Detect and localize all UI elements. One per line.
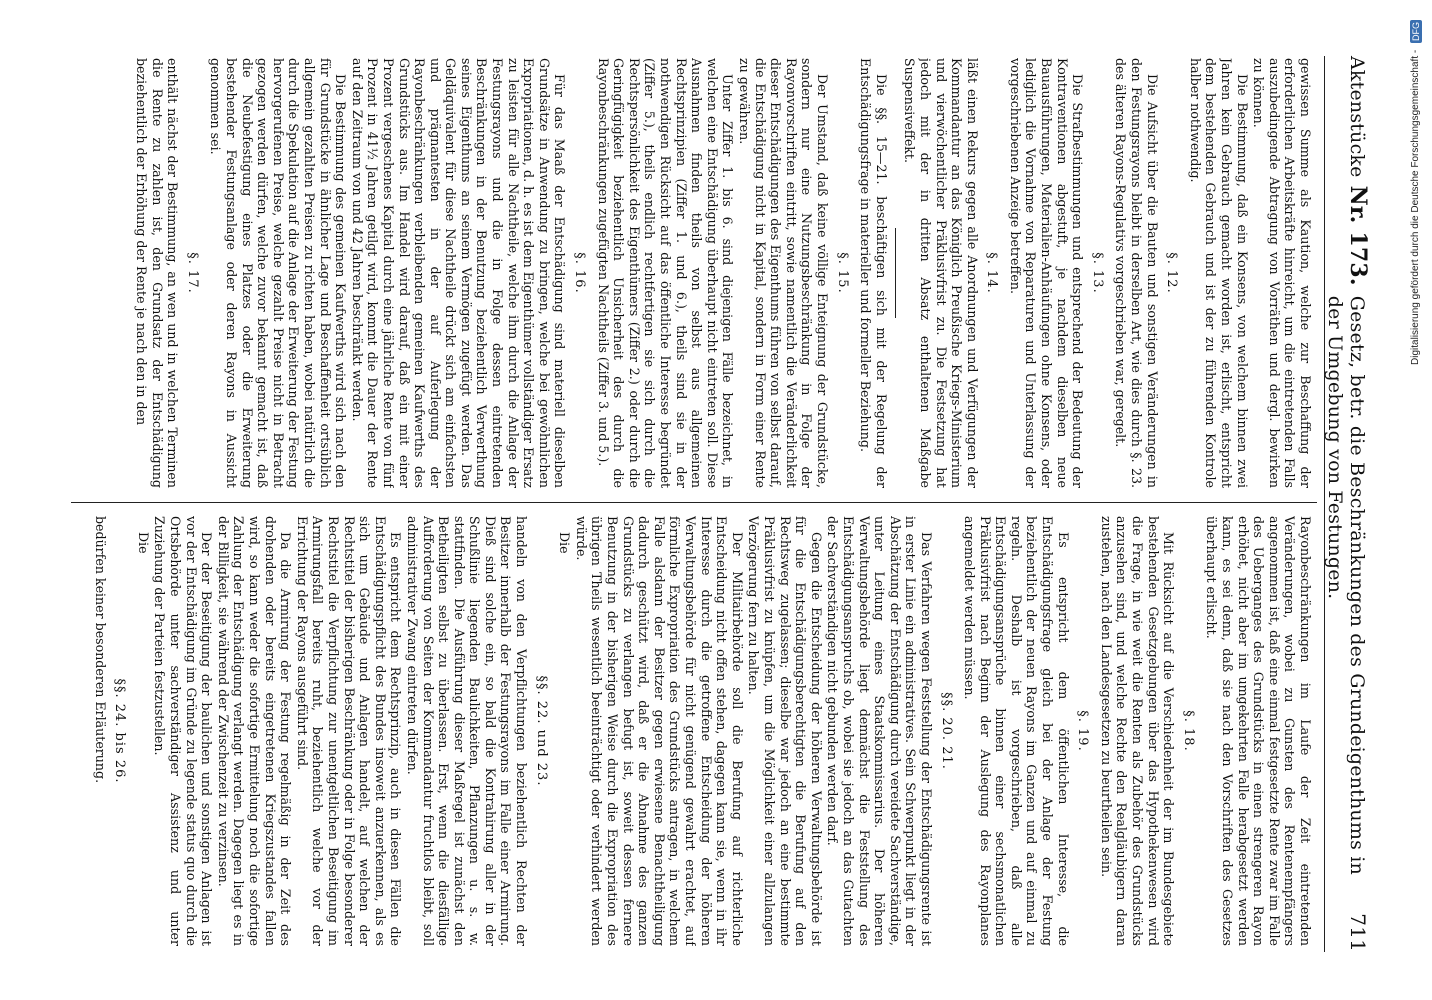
section-divider [895,228,896,318]
paragraph: Die Strafbestimmungen und entsprechend der Bedeutung der Kontraventionen abgestuft, je nachdem dieselben neue Bauausführungen, Materialien-Anhäufungen ohne Konsens, oder lediglich die Vornahme von Reparaturen und Unterlassung der vorgeschriebenen Anzeige betreffen. [1007,58,1086,488]
document-number: Nr. 173. [1345,185,1371,286]
section-heading: §. 14. [984,252,1000,294]
header-rule [1324,56,1325,952]
section-heading: §. 16. [572,252,588,294]
section-heading: §. 13. [1089,252,1105,294]
digitization-note: Digitalisierung gefördert durch die Deutsche Forschungsgemeinschaft - [1410,49,1421,365]
section-heading: §§. 22. und 23. [533,675,549,787]
paragraph: Der Militairbehörde soll die Berufung auf richterliche Entscheidung nicht offen stehen, dagegen kann sie, wenn in ihr Interesse durch die getroffene Entscheidung der höheren Verwaltungsbehörde für nicht genügend gewahrt erachtet, auf förmliche Expropriation des Grundstücks antragen, in welchem Falle alsdann der Besitzer gegen erwiesene Benachtheiligung dadurch geschützt wird, daß er die Abnahme des ganzen Grundstücks zu verlangen befugt ist, soweit dessen fernere Benutzung in der bisherigen Weise durch die Expropriation des übrigen Theils wesentlich beeinträchtigt oder verhindert werden würde. [573,516,745,946]
paragraph: Mit Rücksicht auf die Verschiedenheit der im Bundesgebiete bestehenden Gesetzgebungen über das Hypothekenwesen wird die Frage, in wie weit die Renten als Zubehör des Grundstücks anzusehen sind, und welche Rechte den Realgläubigern daran zustehen, nach den Landesgesetzen zu beurtheilen sein. [1098,516,1177,946]
left-column [61,58,1313,488]
header-prefix: Aktenstücke [1346,56,1368,178]
page-header [1324,56,1371,952]
paragraph: Der Umstand, daß keine völlige Enteignung der Grundstücke, sondern nur eine Nutzungsbeschränkung in Folge der Rayonvorschriften eintritt, sowie namentlich die Veränderlichkeit dieser Entschädigungen des Eigenthums führen von selbst darauf, die Entschädigung nicht in Kapital, sondern in Form einer Rente zu gewähren. [737,58,830,488]
section-heading: §. 18. [1180,710,1196,752]
paragraph: Die Bestimmung, daß ein Konsens, von welchem binnen zwei Jahren kein Gebrauch gemacht worden ist, erlischt, entspricht dem bestehenden Gebrauch und ist der zu führenden Kontrole halber nothwendig. [1187,58,1250,488]
paragraph: Da die Armirung der Festung regelmäßig in der Zeit des drohenden oder bereits eingetretenen Kriegszustandes fallen wird, so kann weder die sofortige Ermittelung noch die sofortige Zahlung der Entschädigung verlangt werden. Dagegen liegt es in der Billigkeit, sie während der Zwischenzeit zu verzinsen. [215,516,294,946]
paragraph: Die [557,532,573,554]
digitization-credit [1410,20,1422,365]
page-title: Gesetz, betr. die Beschränkungen des Grundeigenthums in der Umgebung von Festungen. [1324,295,1368,875]
page-number: 711 [1346,913,1370,952]
section-heading: §. 17. [184,252,200,294]
paragraph: Der der Beseitigung der baulichen und sonstigen Anlagen ist vor der Entschädigung im Gründe zu legende status quo durch die Ortsbehörde unter sachverständiger Assistenz und unter Zuziehung der Parteien festzustellen. [152,516,215,946]
paragraph: Für das Maaß der Entschädigung sind materiell dieselben Grundsätze in Anwendung zu bringen, welche bei gewöhnlichen Expropriationen, d. h. es ist dem Eigenthümer vollständiger Ersatz zu leisten für alle Nachtheile, welche ihm durch die Anlage der Festungsrayons und die in Folge dessen eintretenden Beschränkungen in der Benutzung beziehentlich Verwerthung seines Eigenthums an seinem Vermögen zugefügt werden. Das Geldäquivalent für diese Nachtheile drückt sich am einfachsten und prägnantesten in der auf Auferlegung der Rayonbeschränkungen verbleibenden gemeinen Kaufwerths des Grundstücks aus. Im Handel wird darauf, daß ein mit einer Prozent vergeschenes Kapital durch eine jährliche Rente von fünf Prozent in 41½ Jahren getilgt wird, kommt die Dauer der Rente auf den Zeitraum von und 42 Jahren beschränkt werden. [349,58,568,488]
column-divider [71,502,1317,503]
paragraph: gewissen Summe als Kaution, welche zur Beschaffung der erforderlichen Arbeitskräfte hinreicht, um die eintretenden Falls auszubedingende Abtragung von Vorräthen und dergl. bewirken zu können. [1251,58,1313,488]
paragraph: Die [135,532,151,554]
section-heading: §. 15. [834,252,850,294]
section-heading: §§. 20. 21. [938,692,954,770]
paragraph: Es entspricht dem öffentlichen Interesse, die Entschädigungsfrage gleich bei der Anlage der Festung beziehentlich der neuen Rayons im Ganzen und auf einmal zu regeln. Deshalb ist vorgeschrieben, daß alle Entschädigungsansprüche binnen einer sechsmonatlichen Präklusivfrist nach Beginn der Auslegung des Rayonplanes angemeldet werden müssen. [962,516,1071,946]
section-heading: §. 19. [1075,710,1091,752]
section-heading: §. 12. [1164,252,1180,294]
paragraph: bedürfen keiner besonderen Erläuterung. [92,516,108,784]
paragraph: Rayonbeschränkungen im Laufe der Zeit eintretenden Veränderungen, wobei zu Gunsten des Rentenempfängers angenommen ist, daß eine einmal festgesetzte Rente zwar im Falle des Ueberganges des Grundstücks in einen strengeren Rayon erhöhet, nicht aber im umgekehrten Falle herabgesetzt werden kann, es sei denn, daß sie nach den Vorschriften des Gesetzes überhaupt erlischt. [1204,516,1313,946]
section-heading: §§. 24. bis 26. [112,678,128,784]
paragraph: Die §§. 15—21. beschäftigen sich mit der Regelung der Entschädigungsfrage in materieller und formeller Beziehung. [858,58,889,488]
paragraph: enthält nächst der Bestimmung, an wen und in welchen Terminen die Rente zu zahlen ist, den Grundsatz der Entschädigung beziehentlich der Erhöhung der Rente je nach den in den [134,58,181,488]
dfg-logo: DFG [1411,22,1421,41]
paragraph: handeln von den Verpflichtungen beziehentlich Rechten der Besitzer innerhalb der Festungsrayons im Falle einer Armirung. Dieß sind solche ein, so bald die Kontrahirung aller in der Schußlinie liegenden Baulichkeiten, Pflanzungen u. s. w. stattfinden. Die Ausführung dieser Maßregel ist zunächst den Betheiligten selbst zu überlassen. Erst, wenn die diesfällige Aufforderung von Seiten der Kommandantur fruchtlos bleibt, soll administrativer Zwang eintreten dürfen. [404,516,530,946]
right-column [61,516,1313,946]
paragraph: Die Bestimmung des gemeinen Kaufwerths wird sich nach den für Grundstücke in ähnlicher Lage und Beschaffenheit ortsüblich allgemein gezahlten Preisen zu richten haben, wobei natürlich die durch die Spekulation auf die Anlage der Erweiterung der Festung hervorgerufenen Preise, welche gezahlt Preise nicht in Betracht gezogen werden dürfen, welche zuvor bekannt gemacht ist, daß die Neubefestigung eines Platzes oder die Erweiterung bestehender Festungsanlage oder deren Rayons in Aussicht genommen sei. [208,58,349,488]
paragraph: Unter Ziffer 1. bis 6. sind diejenigen Fälle bezeichnet, in welchen eine Entschädigung überhaupt nicht eintreten soll. Diese Ausnahmen finden theils von selbst aus allgemeinen Rechtsprinzipien (Ziffer 1. und 6.), theils sind sie in der nothwendigen Rücksicht auf das öffentliche Interesse begründet (Ziffer 5.), theils endlich rechtfertigen sie sich durch die Rechtspersönlichkeit des Eigenthümers (Ziffer 2.) oder durch die Geringfügigkeit beziehentlich Unsicherheit des durch die Rayonbeschränkungen zugefügten Nachtheils (Ziffer 3. und 5.). [595,58,736,488]
paragraph: Die Aufsicht über die Bauten und sonstigen Veränderungen in den Festungsrayons bleibt in derselben Art, wie dies durch §. 23. des älteren Rayons-Regulativs vorgeschrieben war, geregelt. [1113,58,1160,488]
paragraph: Das Verfahren wegen Feststellung der Entschädigungsrente ist in erster Linie ein administratives. Sein Schwerpunkt liegt in der Abschätzung der Entschädigung durch vereidete Sachverständige, unter Leitung eines Staatskommissarius. Der höheren Verwaltungsbehörde liegt demnächst die Feststellung des Entschädigungsanspruchs ob, wobei sie jedoch an das Gutachten der Sachverständigen nicht gebunden werden darf. [825,516,934,946]
paragraph: Gegen die Entscheidung der höheren Verwaltungsbehörde ist für die Entschädigungsberechtigten die Berufung auf den Rechtsweg zugelassen; dieselbe war jedoch an eine bestimmte Präklusivfrist zu knüpfen, um die Möglichkeit einer allzulangen Verzögerung fern zu halten. [746,516,824,946]
paragraph: Es entspricht dem Rechtsprinzip, auch in diesen Fällen die Entschädigungspflicht des Bundes insoweit anzuerkennen, als es sich um Gebäude und Anlagen handelt, auf welchen der Rechtstitel der bisherigen Beschränkung oder in Folge besonderer Rechtstitel die Verpflichtung zur unentgeltlichen Beseitigung im Armirungsfall bereits ruht, beziehentlich welche vor der Errichtung der Rayons ausgeführt sind. [294,516,404,946]
paragraph: läßt einen Rekurs gegen alle Anordnungen und Verfügungen der Kommandantur an das Königlich Preußische Kriegs-Ministerium und vierwöchentlicher Präklusivfrist zu. Die Festsetzung hat jedoch mit der in dritten Absatz enthaltenen Maßgabe Suspensiveffekt. [902,58,980,488]
document-page [31,20,1401,980]
